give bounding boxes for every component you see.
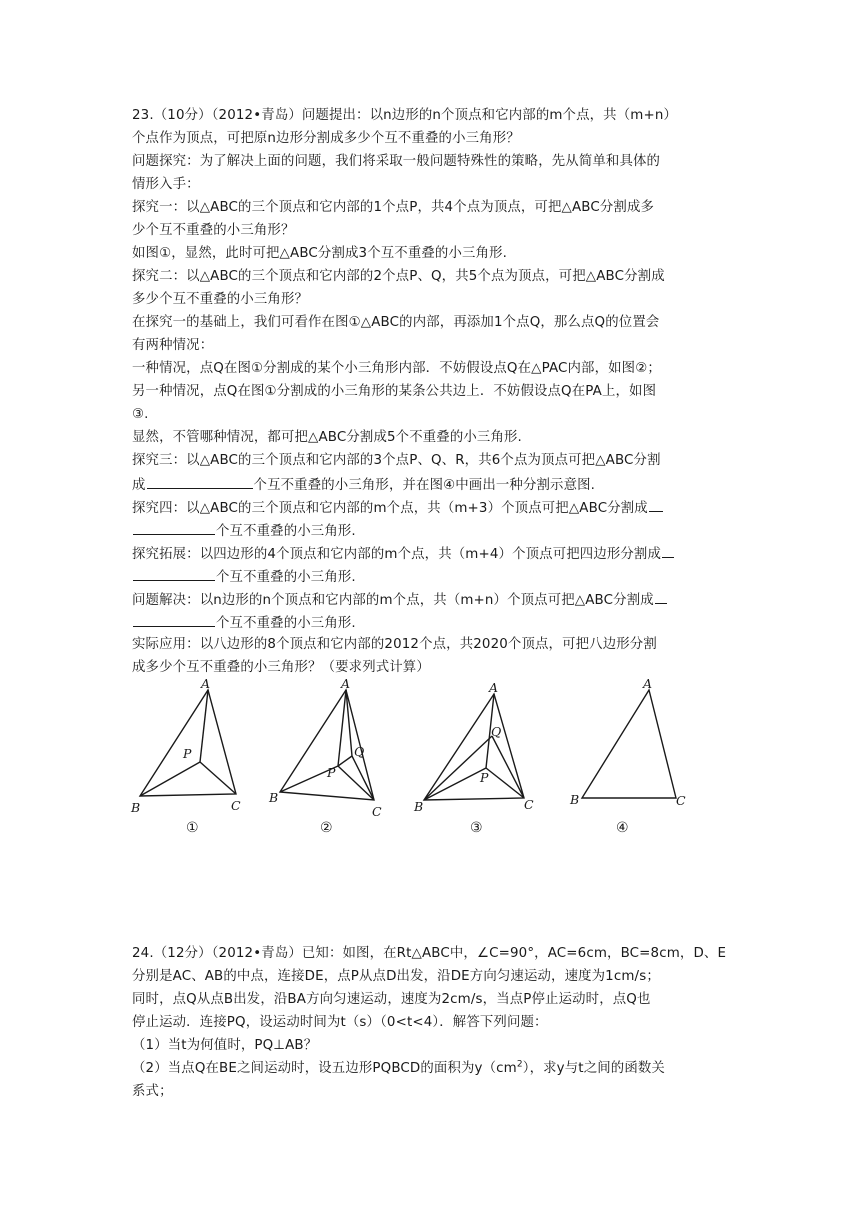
figure-2	[266, 676, 396, 836]
q23-line-18-text: 探究四：以△ABC的三个顶点和它内部的m个点，共（m+3）个顶点可把△ABC分割成	[132, 501, 648, 516]
q23-line-25: 成多少个互不重叠的小三角形？（要求列式计算）	[132, 660, 430, 675]
segment-cp	[200, 762, 236, 794]
figure-number-2: ②	[320, 820, 333, 836]
q23-line-13: 另一种情况，点Q在图①分割成的小三角形的某条公共边上．不妨假设点Q在PA上，如图	[132, 384, 657, 399]
segment-cp	[486, 768, 524, 798]
label-a: A	[341, 676, 351, 691]
triangle-abc	[582, 690, 676, 798]
label-b: B	[414, 799, 424, 814]
q24-line-3: 同时，点Q从点B出发，沿BA方向匀速运动，速度为2cm/s，当点P停止运动时，点Q也	[132, 992, 651, 1007]
answer-blank-2b[interactable]	[133, 520, 215, 535]
segment-cp	[338, 766, 374, 800]
label-q: Q	[354, 744, 365, 759]
label-c: C	[676, 793, 686, 808]
q24-line-6-end: ），求y与t之间的函数关	[522, 1061, 665, 1076]
segment-bp	[424, 768, 486, 800]
answer-blank-3b[interactable]	[133, 566, 215, 581]
figure-number-4: ④	[616, 820, 629, 836]
figure-1	[130, 676, 260, 836]
label-p: P	[183, 746, 192, 761]
q24-line-6	[132, 1059, 665, 1079]
q23-line-22	[132, 589, 668, 611]
q24-superscript: 2	[516, 1059, 523, 1070]
q23-line-23	[132, 612, 356, 634]
q24-line-1: 24.（12分）（2012•青岛）已知：如图，在Rt△ABC中，∠C=90°，AC=6cm，BC=8cm，D、E	[132, 946, 727, 961]
q23-line-8: 探究二：以△ABC的三个顶点和它内部的2个点P、Q，共5个点为顶点，可把△ABC分割成	[132, 269, 665, 284]
label-b: B	[269, 790, 279, 805]
triangle-abc	[140, 690, 236, 796]
label-a: A	[489, 680, 499, 695]
answer-blank-2a[interactable]	[649, 497, 663, 512]
label-p: P	[480, 770, 489, 785]
figure-4-svg	[566, 676, 696, 836]
q23-line-16: 探究三：以△ABC的三个顶点和它内部的3个点P、Q、R，共6个点为顶点可把△ABC分割	[132, 453, 661, 468]
label-p: P	[327, 765, 336, 780]
figure-3-svg	[412, 676, 542, 836]
q23-line-9: 多少个互不重叠的小三角形？	[132, 292, 309, 307]
q23-line-24: 实际应用：以八边形的8个顶点和它内部的2012个点，共2020个顶点，可把八边形分割	[132, 637, 657, 652]
q23-line-14: ③.	[132, 407, 149, 422]
q23-line-6: 少个互不重叠的小三角形？	[132, 223, 295, 238]
q23-line-1: 23.（10分）（2012•青岛）问题提出：以n边形的n个顶点和它内部的m个点，共（m+n）	[132, 108, 677, 123]
q23-line-4: 情形入手：	[132, 177, 200, 192]
figure-4	[566, 676, 696, 836]
q23-line-18	[132, 497, 664, 519]
label-c: C	[524, 797, 534, 812]
q24-line-7: 系式；	[132, 1084, 173, 1099]
q23-line-22-text: 问题解决：以n边形的n个顶点和它内部的m个点，共（m+n）个顶点可把△ABC分割成	[132, 593, 654, 608]
figure-number-1: ①	[186, 820, 199, 836]
q23-line-11: 有两种情况：	[132, 338, 214, 353]
figure-number-3: ③	[470, 820, 483, 836]
label-b: B	[570, 792, 580, 807]
q24-line-2: 分别是AC、AB的中点，连接DE，点P从点D出发，沿DE方向匀速运动，速度为1cm/s；	[132, 969, 660, 984]
label-c: C	[231, 798, 241, 813]
q23-line-19	[132, 520, 356, 542]
segment-pq	[338, 756, 352, 766]
q24-line-4: 停止运动．连接PQ，设运动时间为t（s）（0<t<4）．解答下列问题：	[132, 1015, 548, 1030]
segment-bq	[424, 736, 492, 800]
q23-line-17	[132, 474, 595, 496]
label-q: Q	[491, 724, 502, 739]
label-b: B	[131, 800, 141, 815]
q24-line-5: （1）当t为何值时，PQ⊥AB？	[132, 1038, 318, 1053]
figure-3	[412, 676, 542, 836]
answer-blank-4b[interactable]	[133, 612, 215, 627]
label-a: A	[201, 676, 211, 691]
label-a: A	[643, 676, 653, 691]
q23-line-20-text: 探究拓展：以四边形的4个顶点和它内部的m个点，共（m+4）个顶点可把四边形分割成	[132, 547, 662, 562]
q23-line-3: 问题探究：为了解决上面的问题，我们将采取一般问题特殊性的策略，先从简单和具体的	[132, 154, 661, 169]
answer-blank-1[interactable]	[147, 474, 253, 489]
label-c: C	[372, 804, 382, 819]
triangle-abc	[424, 694, 524, 800]
q23-line-17-end: 个互不重叠的小三角形，并在图④中画出一种分割示意图.	[253, 478, 596, 493]
q23-line-17-start: 成	[132, 478, 146, 493]
q23-line-5: 探究一：以△ABC的三个顶点和它内部的1个点P，共4个点为顶点，可把△ABC分割成多	[132, 200, 655, 215]
q24-line-6-start: （2）当点Q在BE之间运动时，设五边形PQBCD的面积为y（cm	[132, 1061, 517, 1076]
q23-line-15: 显然，不管哪种情况，都可把△ABC分割成5个不重叠的小三角形.	[132, 430, 522, 445]
answer-blank-3a[interactable]	[662, 543, 674, 558]
answer-blank-4a[interactable]	[655, 589, 667, 604]
q23-line-2: 个点作为顶点，可把原n边形分割成多少个互不重叠的小三角形？	[132, 131, 520, 146]
figure-1-svg	[130, 676, 260, 836]
q23-line-21	[132, 566, 356, 588]
q23-line-21-text: 个互不重叠的小三角形.	[216, 570, 356, 585]
q23-line-12: 一种情况，点Q在图①分割成的某个小三角形内部．不妨假设点Q在△PAC内部，如图②；	[132, 361, 661, 376]
q23-line-7: 如图①，显然，此时可把△ABC分割成3个互不重叠的小三角形.	[132, 246, 508, 261]
segment-cq	[352, 756, 374, 800]
figure-2-svg	[266, 676, 396, 836]
q23-line-19-text: 个互不重叠的小三角形.	[216, 524, 356, 539]
segment-cq	[492, 736, 524, 798]
segment-bp	[140, 762, 200, 796]
q23-line-20	[132, 543, 675, 565]
q23-line-10: 在探究一的基础上，我们可看作在图①△ABC的内部，再添加1个点Q，那么点Q的位置会	[132, 315, 660, 330]
q23-line-23-text: 个互不重叠的小三角形.	[216, 616, 356, 631]
